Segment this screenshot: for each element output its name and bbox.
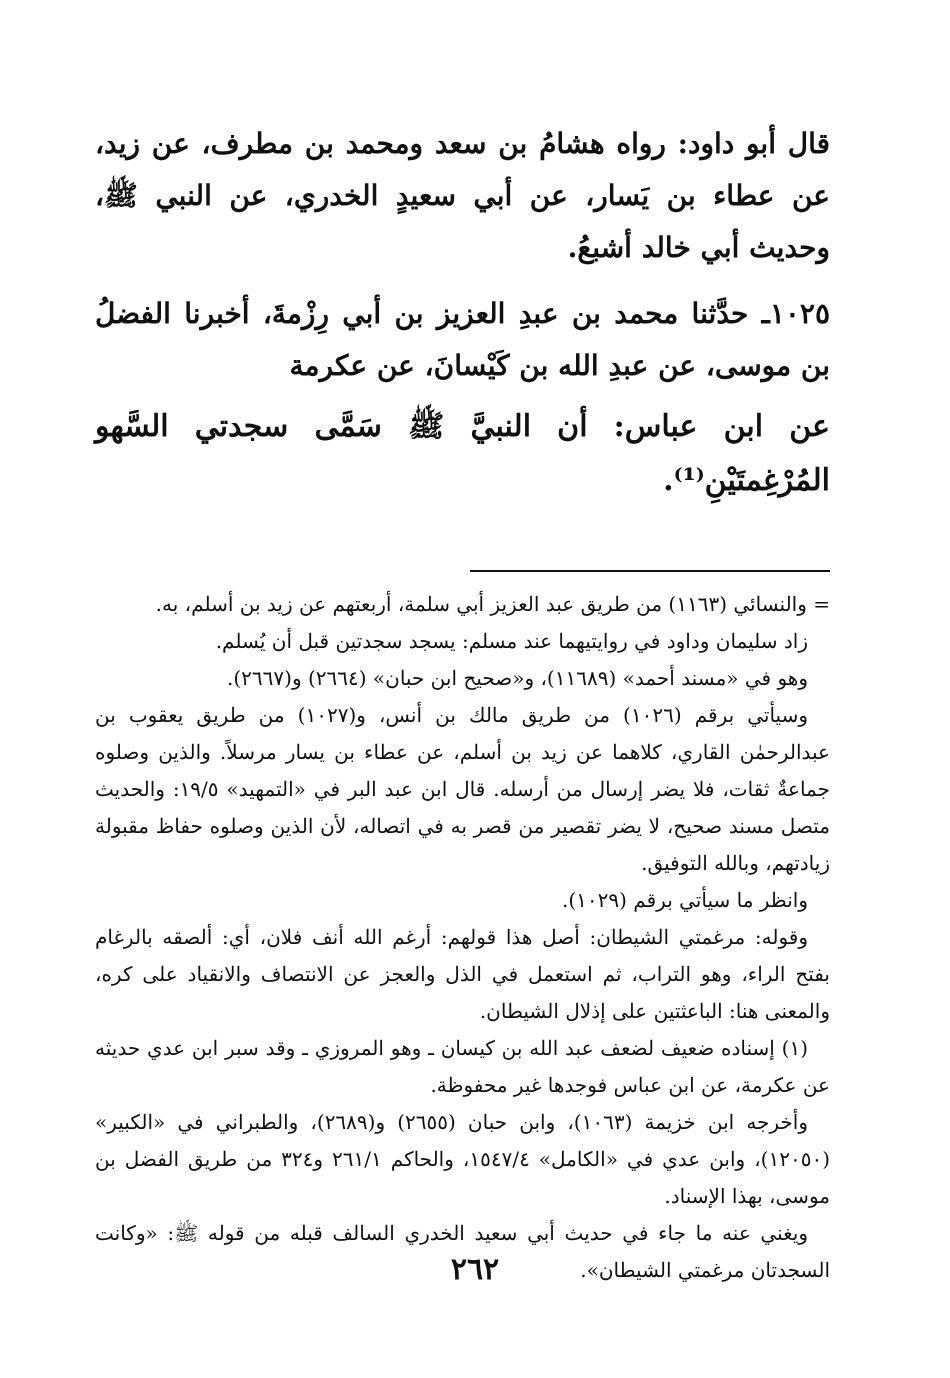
footnote-paragraph: وسيأتي برقم (١٠٢٦) من طريق مالك بن أنس، و(١٠٢٧) من طريق يعقوب بن عبدالرحمٰن القاري، كلاهما عن زيد بن أسلم، عن عطاء بن يسار مرسلاً. والذين وصلوه جماعةٌ ثقات، فلا يضر إرسال من أرسله. قال ابن عبد البر في «التمهيد» ١٩/٥: والحديث متصل مسند صحيح، لا يضر تقصير من قصر به في اتصاله، لأن الذين وصلوه حفاظ مقبولة زيادتهم، وبالله التوفيق. [95, 703, 830, 875]
footnote-paragraph: وانظر ما سيأتي برقم (١٠٢٩). [562, 888, 808, 912]
footnote-paragraph: وقوله: مرغمتي الشيطان: أصل هذا قولهم: أرغم الله أنف فلان، أي: ألصقه بالرغام بفتح الراء، وهو التراب، ثم استعمل في الذل والعجز عن الانتصاف والانقياد على كره، والمعنى هنا: الباعثتين على إذلال الشيطان. [95, 925, 830, 1023]
abu-dawud-remark: قال أبو داود: رواه هشامُ بن سعد ومحمد بن مطرف، عن زيد، عن عطاء بن يَسار، عن أبي سعيدٍ الخدري، عن النبي ﷺ، وحديث أبي خالد أشبعُ. [95, 127, 830, 264]
page-number: ٢٦٢ [450, 1252, 500, 1287]
footnote-continuation: = والنسائي (١١٦٣) من طريق عبد العزيز أبي سلمة، أربعتهم عن زيد بن أسلم، به. [155, 592, 830, 616]
footnote-divider [470, 570, 830, 572]
footnotes [95, 586, 830, 1289]
hadith-chain: ١٠٢٥ـ حدَّثنا محمد بن عبدِ العزيز بن أبي رِزْمةَ، أخبرنا الفضلُ بن موسى، عن عبدِ الله بن كَيْسانَ، عن عكرمة [95, 297, 830, 382]
footnote-paragraph: وهو في «مسند أحمد» (١١٦٨٩)، و«صحيح ابن حبان» (٢٦٦٤) و(٢٦٦٧). [227, 666, 808, 690]
main-text [95, 118, 830, 508]
footnote-paragraph: وأخرجه ابن خزيمة (١٠٦٣)، وابن حبان (٢٦٥٥) و(٢٦٨٩)، والطبراني في «الكبير» (١٢٠٥٠)، وابن عدي في «الكامل» ١٥٤٧/٤، والحاكم ٢٦١/١ و٣٢٤ من طريق الفضل بن موسى، بهذا الإسناد. [95, 1110, 830, 1208]
footnote-paragraph: زاد سليمان وداود في روايتيهما عند مسلم: يسجد سجدتين قبل أن يُسلم. [215, 629, 808, 653]
footnote-1: (١) إسناده ضعيف لضعف عبد الله بن كيسان ـ وهو المروزي ـ وقد سبر ابن عدي حديثه عن عكرمة، عن ابن عباس فوجدها غير محفوظة. [95, 1036, 830, 1097]
footnote-paragraph: ويغني عنه ما جاء في حديث أبي سعيد الخدري السالف قبله من قوله ﷺ: «وكانت السجدتان مرغمتي الشيطان». [95, 1221, 830, 1282]
hadith-text: عن ابن عباس: أن النبيَّ ﷺ سَمَّى سجدتي السَّهو المُرْغِمتَيْنِ⁽¹⁾. [95, 409, 830, 498]
